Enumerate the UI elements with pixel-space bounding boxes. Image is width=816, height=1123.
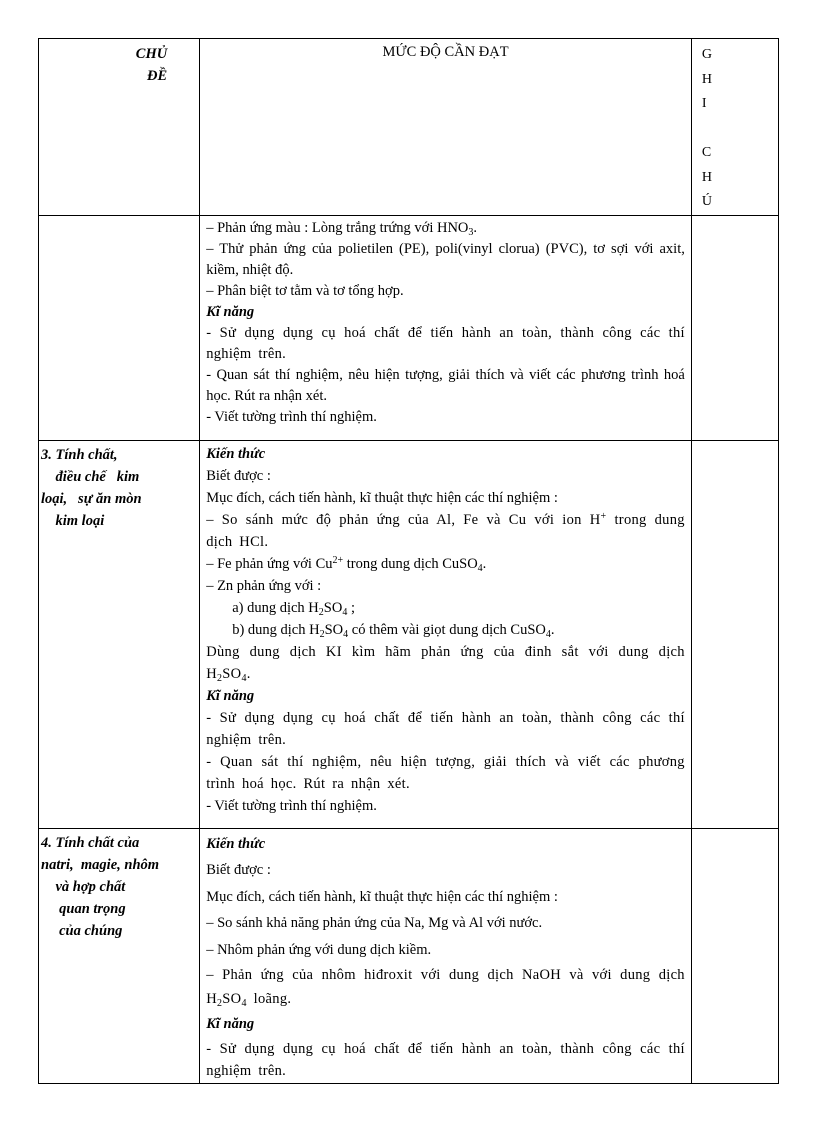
content-line: - Sử dụng dụng cụ hoá chất để tiến hành an toàn, thành công các thí nghiệm trên.	[206, 324, 685, 362]
topic-cell	[39, 440, 200, 828]
header-note-letter: Ú	[701, 194, 712, 209]
table-row	[39, 440, 779, 828]
topic-line: và hợp chất	[41, 878, 126, 895]
content-line: a) dung dịch $H_2SO_4$ ;	[232, 599, 355, 618]
content-line: – Phản ứng màu : Lòng trắng trứng với $HNO_3$.	[206, 219, 478, 238]
topic-line: điều chế kim	[41, 468, 140, 485]
content-line: – Phản ứng của nhôm hiđroxit với dung dịch NaOH và với dung dịch $H_2SO_4$ loãng.	[206, 967, 685, 1009]
content-line: Mục đích, cách tiến hành, kĩ thuật thực hiện các thí nghiệm :	[206, 489, 558, 506]
content-line: - Viết tường trình thí nghiệm.	[206, 797, 377, 814]
header-note-letter: I	[701, 96, 707, 111]
skills-heading: Kĩ năng	[206, 303, 255, 320]
content-line: Biết được :	[206, 862, 271, 878]
topic-line: của chúng	[41, 922, 123, 939]
header-note-letter: H	[701, 71, 712, 87]
content-line: – So sánh khả năng phản ứng của Na, Mg và Al với nước.	[206, 915, 543, 931]
header-level-text: MỨC ĐỘ CẦN ĐẠT	[382, 44, 509, 60]
header-topic-cell	[39, 39, 200, 216]
header-note-letter: C	[701, 145, 712, 160]
note-cell	[691, 215, 778, 440]
topic-cell-empty	[39, 215, 200, 440]
knowledge-heading: Kiến thức	[206, 835, 266, 852]
header-topic-line2: ĐỀ	[147, 68, 168, 84]
header-note-letter: G	[701, 47, 712, 62]
table-row	[39, 215, 779, 440]
note-cell	[691, 440, 778, 828]
content-line: – Phân biệt tơ tằm và tơ tổng hợp.	[206, 282, 404, 299]
content-line: Dùng dung dịch KI kìm hãm phản ứng của đinh sắt với dung dịch $H_2SO_4$.	[206, 643, 685, 684]
topic-line: loại, sự ăn mòn	[41, 490, 142, 507]
content-line: b) dung dịch $H_2SO_4$ có thêm vài giọt dung dịch CuSO$_4$.	[232, 621, 555, 640]
header-topic-line1: CHỦ	[135, 46, 168, 62]
content-line: – Fe phản ứng với $Cu^{2+}$ trong dung dịch CuSO$_4$.	[206, 554, 487, 574]
content-line: Mục đích, cách tiến hành, kĩ thuật thực hiện các thí nghiệm :	[206, 888, 558, 905]
skills-heading: Kĩ năng	[206, 1016, 255, 1032]
content-line: - Sử dụng dụng cụ hoá chất để tiến hành an toàn, thành công các thí nghiệm trên.	[206, 1040, 685, 1079]
topic-line: 4. Tính chất của	[41, 834, 140, 851]
content-line: – So sánh mức độ phản ứng của Al, Fe và Cu với ion H+ trong dung dịch HCl.	[206, 510, 685, 550]
knowledge-heading: Kiến thức	[206, 445, 266, 462]
topic-line: quan trọng	[41, 900, 126, 917]
table-header-row	[39, 39, 779, 216]
content-line: – Nhôm phản ứng với dung dịch kiềm.	[206, 941, 432, 958]
content-line: - Sử dụng dụng cụ hoá chất để tiến hành an toàn, thành công các thí nghiệm trên.	[206, 709, 685, 748]
topic-line: natri, magie, nhôm	[41, 856, 160, 873]
curriculum-table	[38, 38, 779, 1084]
note-cell	[691, 828, 778, 1083]
header-note-letter: H	[701, 169, 712, 185]
content-line: - Quan sát thí nghiệm, nêu hiện tượng, giải thích và viết các phương trình hoá học. Rút ra nhận xét.	[206, 753, 685, 792]
content-line: - Viết tường trình thí nghiệm.	[206, 408, 377, 425]
header-note-cell	[691, 39, 778, 216]
content-cell	[200, 828, 692, 1083]
table-row	[39, 828, 779, 1083]
content-cell	[200, 215, 692, 440]
topic-line: kim loại	[41, 512, 105, 529]
topic-cell	[39, 828, 200, 1083]
topic-line: 3. Tính chất,	[41, 446, 118, 463]
skills-heading: Kĩ năng	[206, 687, 255, 704]
content-line: – Thử phản ứng của polietilen (PE), poli(vinyl clorua) (PVC), tơ sợi với axit, kiềm, nhiệt độ.	[206, 240, 685, 278]
content-line: – Zn phản ứng với :	[206, 577, 322, 594]
content-cell	[200, 440, 692, 828]
content-line: - Quan sát thí nghiệm, nêu hiện tượng, giải thích và viết các phương trình hoá học. Rút ra nhận xét.	[206, 366, 685, 404]
header-level-cell	[200, 39, 692, 216]
header-note-letter	[702, 117, 778, 142]
content-line: Biết được :	[206, 467, 271, 484]
